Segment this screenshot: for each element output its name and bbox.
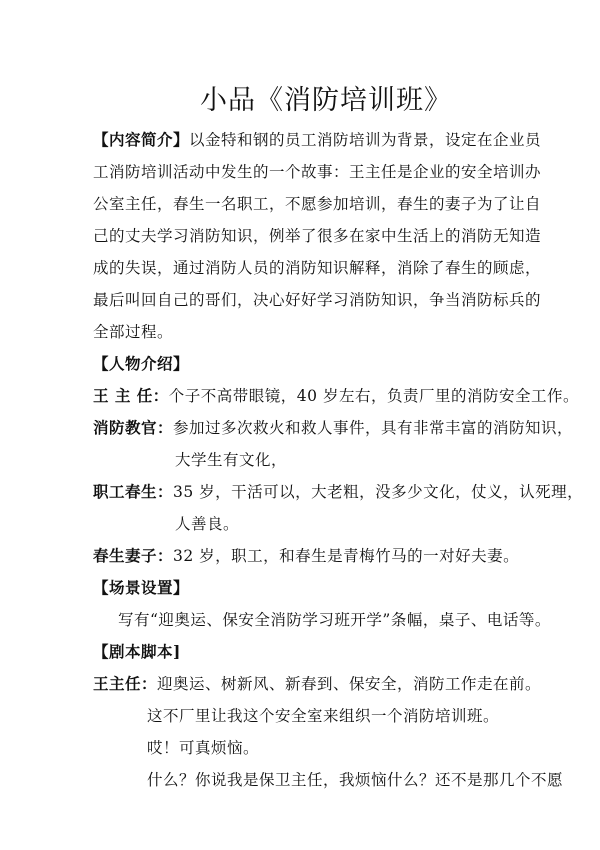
intro-line: 己的丈夫学习消防知识，例举了很多在家中生活上的消防无知造	[93, 227, 542, 245]
character-desc-cont: 人善良。	[175, 515, 240, 533]
character-entry	[93, 480, 583, 502]
character-name: 职工春生：	[93, 482, 174, 501]
character-desc: 32 岁，职工，和春生是青梅竹马的一对好夫妻。	[173, 547, 520, 565]
character-name: 春生妻子：	[93, 546, 174, 565]
script-first-line	[93, 672, 541, 694]
document-title: 小品《消防培训班》	[200, 85, 452, 116]
character-desc: 个子不高带眼镜，40 岁左右，负责厂里的消防安全工作。	[168, 387, 579, 405]
character-entry	[93, 416, 573, 438]
script-speaker: 王主任：	[93, 674, 158, 693]
script-line: 这不厂里让我这个安全室来组织一个消防培训班。	[147, 707, 500, 725]
intro-line: 最后叫回自己的哥们，决心好好学习消防知识，争当消防标兵的	[93, 291, 542, 309]
intro-line: 成的失误，通过消防人员的消防知识解释，消除了春生的顾虑，	[93, 259, 542, 277]
character-desc: 35 岁，干活可以，大老粗，没多少文化，仗义，认死理，	[173, 483, 584, 501]
script-line: 哎！可真烦恼。	[147, 739, 260, 757]
intro-heading: 【内容简介】	[93, 130, 190, 149]
script-line: 迎奥运、树新风、新春到、保安全，消防工作走在前。	[157, 675, 542, 693]
character-desc: 参加过多次救火和救人事件，具有非常丰富的消防知识，	[173, 419, 574, 437]
intro-line: 公室主任，春生一名职工，不愿参加培训，春生的妻子为了让自	[93, 195, 542, 213]
character-name: 消防教官：	[93, 418, 174, 437]
intro-line: 以金特和钢的员工消防培训为背景，设定在企业员	[189, 131, 542, 149]
character-entry	[93, 544, 519, 566]
scene-text: 写有“迎奥运、保安全消防学习班开学”条幅，桌子、电话等。	[118, 611, 551, 629]
intro-line: 全部过程。	[93, 323, 174, 341]
script-heading: 【剧本脚本]	[93, 642, 181, 661]
character-desc-cont: 大学生有文化，	[175, 451, 288, 469]
scene-heading: 【场景设置】	[93, 578, 190, 597]
characters-heading: 【人物介绍】	[93, 354, 190, 373]
intro-line: 工消防培训活动中发生的一个故事：王主任是企业的安全培训办	[93, 163, 542, 181]
character-entry	[93, 384, 579, 406]
intro-first-line	[93, 128, 541, 150]
character-name: 王 主 任：	[93, 386, 169, 405]
script-line: 什么？你说我是保卫主任，我烦恼什么？还不是那几个不愿	[147, 771, 564, 789]
